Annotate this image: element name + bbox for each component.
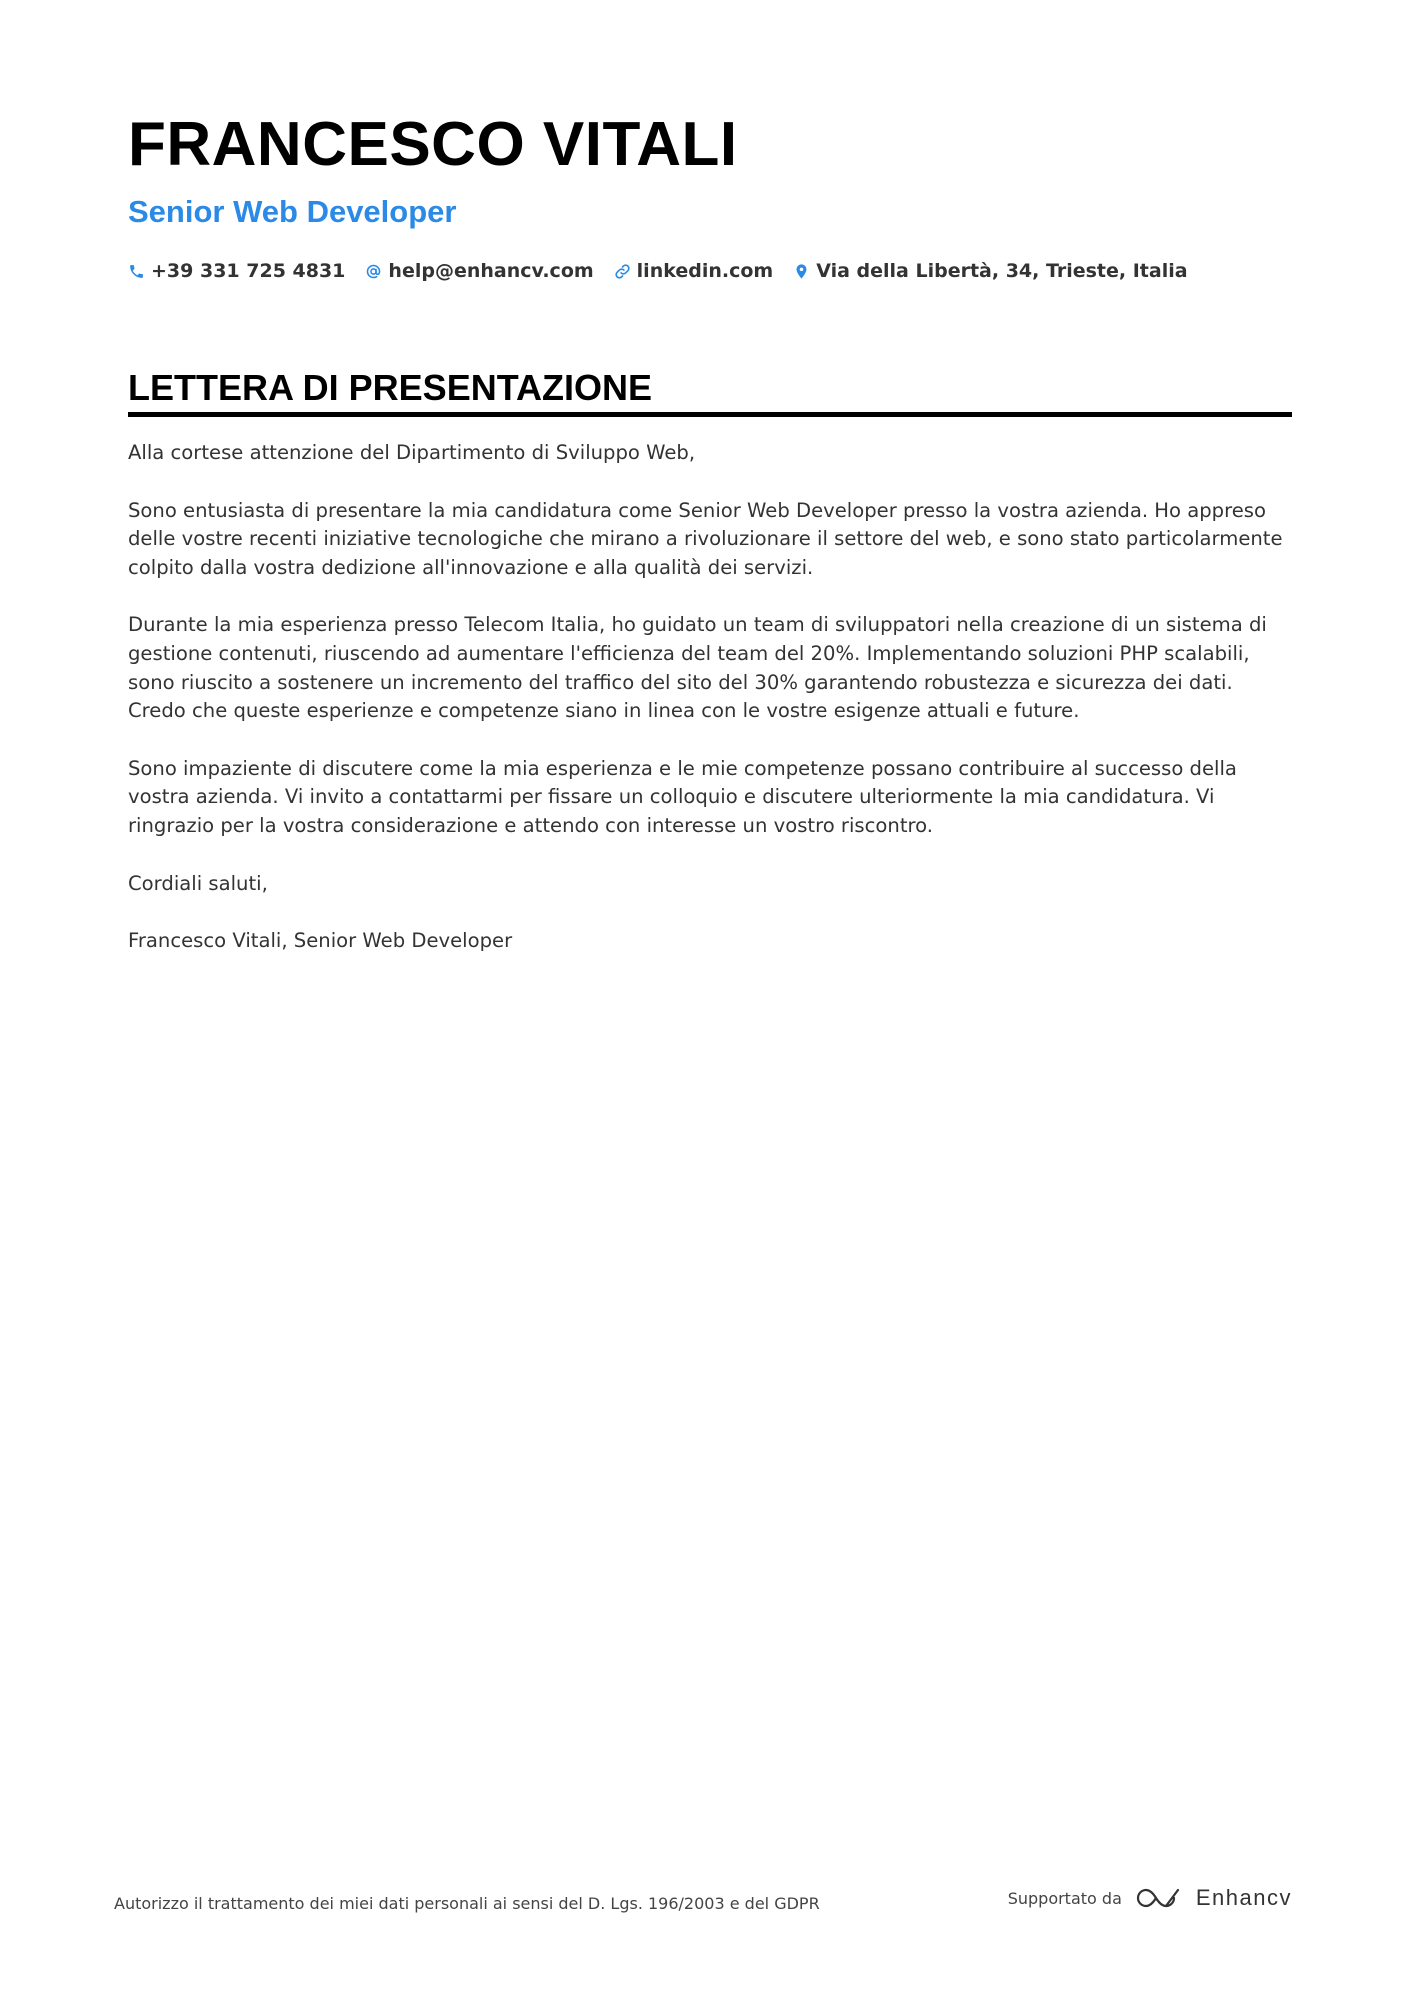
- contact-phone: [128, 260, 345, 282]
- candidate-role: Senior Web Developer: [128, 194, 457, 229]
- contact-address: [793, 260, 1187, 282]
- at-icon: [365, 263, 382, 280]
- contact-website[interactable]: [614, 260, 774, 282]
- section-title: LETTERA DI PRESENTAZIONE: [128, 366, 1292, 417]
- powered-by[interactable]: [1008, 1884, 1292, 1912]
- letter-paragraph: Durante la mia esperienza presso Telecom Italia, ho guidato un team di sviluppatori nella creazione di un sistema di gestione contenuti, riuscendo ad aumentare l'efficienza del team del 20%. Implementando soluzioni PHP scalabili, sono riuscito a sostenere un incremento del traffico del sito del 30% garantendo robustezza e sicurezza dei dati. Credo che queste esperienze e competenze siano in linea con le vostre esigenze attuali e future.: [128, 613, 1267, 723]
- letter-closing: Cordiali saluti,: [128, 871, 268, 895]
- link-icon: [614, 263, 631, 280]
- letter-signature: Francesco Vitali, Senior Web Developer: [128, 929, 513, 953]
- map-pin-icon: [793, 263, 810, 280]
- powered-by-label: Supportato da: [1007, 1888, 1122, 1908]
- postal-address: Via della Libertà, 34, Trieste, Italia: [816, 260, 1188, 282]
- resume-header: [128, 108, 1292, 282]
- phone-icon: [128, 263, 145, 280]
- phone-number: +39 331 725 4831: [151, 260, 346, 282]
- email-address: help@enhancv.com: [388, 260, 594, 282]
- website-link: linkedin.com: [636, 260, 774, 282]
- letter-paragraph: Sono impaziente di discutere come la mia esperienza e le mie competenze possano contribuire al successo della vostra azienda. Vi invito a contattarmi per fissare un colloquio e discutere ulteriormente la mia candidatura. Vi ringrazio per la vostra considerazione e attendo con interesse un vostro riscontro.: [128, 756, 1237, 837]
- letter-body: [128, 439, 1292, 956]
- letter-paragraph: Sono entusiasta di presentare la mia candidatura come Senior Web Developer presso la vostra azienda. Ho appreso delle vostre recenti iniziative tecnologiche che mirano a rivoluzionare il settore del web, e sono stato particolarmente colpito dalla vostra dedizione all'innovazione e alla qualità dei servizi.: [128, 498, 1283, 579]
- cover-letter-section: [128, 366, 1292, 985]
- letter-salutation: Alla cortese attenzione del Dipartimento di Sviluppo Web,: [128, 441, 696, 464]
- enhancv-logo-icon: [1134, 1884, 1182, 1912]
- page-footer: [114, 1885, 1292, 1920]
- candidate-name: FRANCESCO VITALI: [128, 110, 738, 179]
- privacy-consent: Autorizzo il trattamento dei miei dati personali ai sensi del D. Lgs. 196/2003 e del GDPR: [114, 1894, 820, 1913]
- contact-info: [128, 260, 1292, 282]
- brand-name: Enhancv: [1195, 1885, 1292, 1910]
- contact-email[interactable]: [365, 260, 593, 282]
